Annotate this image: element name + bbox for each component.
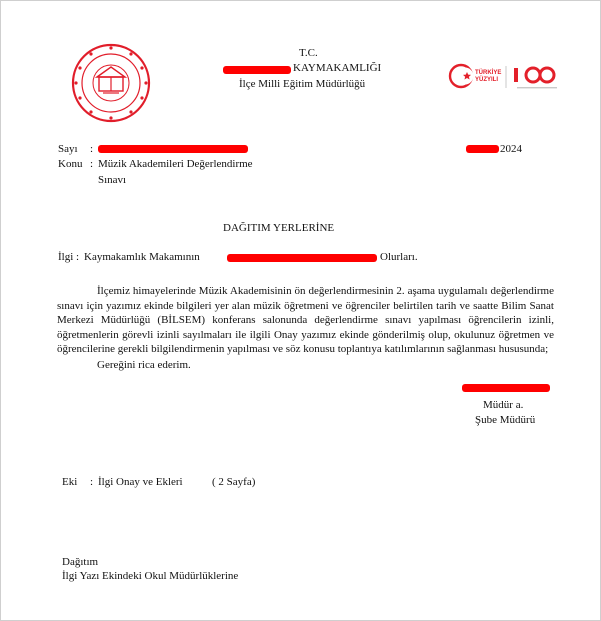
header-directorate: İlçe Milli Eğitim Müdürlüğü: [239, 78, 366, 90]
logo-yuzyili-text: YÜZYILI: [475, 77, 499, 83]
ilgi-suffix: Olurları.: [380, 251, 418, 263]
header-kaymakamlik: KAYMAKAMLIĞI: [293, 62, 382, 74]
redaction-bar: [98, 145, 248, 153]
redaction-bar: [462, 384, 550, 392]
body-closing: Gereğini rica ederim.: [97, 358, 191, 371]
date-year: 2024: [500, 143, 522, 155]
attachments-item: İlgi Onay ve Ekleri: [98, 476, 183, 488]
redaction-bar: [466, 145, 499, 153]
logo-turkiye-text: TÜRKİYE: [475, 70, 502, 76]
meb-seal-icon: [71, 43, 151, 123]
ilgi-prefix: Kaymakamlık Makamının: [84, 251, 200, 263]
konu-sep: :: [90, 158, 94, 170]
redaction-bar: [227, 254, 377, 262]
ilgi-label: İlgi: [58, 251, 74, 263]
turkiye-yuzyili-100-logo: [447, 60, 563, 94]
sayi-sep: :: [90, 143, 94, 155]
attachments-pages: ( 2 Sayfa): [212, 476, 256, 488]
konu-line2: Sınavı: [98, 174, 127, 186]
distribution-value: İlgi Yazı Ekindeki Okul Müdürlüklerine: [62, 570, 239, 582]
body-text: [57, 284, 554, 373]
body-paragraph: İlçemiz himayelerinde Müzik Akademisinin ön değerlendirmesinin 2. aşama uygulamalı değerlendirme sınavı için yazımız ekinde bilgileri yer alan müzik öğretmeni ve öğrenciler belirtilen tarih ve saatte Bilim Sanat Merkezi Müdürlüğü (BİLSEM) konferans salonunda değerlendirme sınavı yapılması öğrencilerin izinli, öğretmenlerin görevli izinli sayılmaları ile ilgili Onay yazımız ekinde gönderilmiş olup, okulunuz öğretmen ve öğrencilerine gerekli bilgilendirmenin yapılması ve söz konusu toplantıya katılımlarının sağlanması hususunda;: [57, 285, 554, 356]
attachments-label: Eki: [62, 476, 78, 488]
redaction-bar: [223, 66, 291, 74]
header-tc: T.C.: [299, 47, 318, 59]
ilgi-sep: :: [76, 251, 80, 263]
attachments-sep: :: [90, 476, 94, 488]
recipient-title: DAĞITIM YERLERİNE: [223, 222, 335, 234]
signature-line2: Şube Müdürü: [475, 414, 536, 426]
sayi-label: Sayı: [58, 143, 78, 155]
konu-line1: Müzik Akademileri Değerlendirme: [98, 158, 253, 170]
konu-label: Konu: [58, 158, 83, 170]
distribution-label: Dağıtım: [62, 556, 99, 568]
signature-line1: Müdür a.: [483, 399, 524, 411]
